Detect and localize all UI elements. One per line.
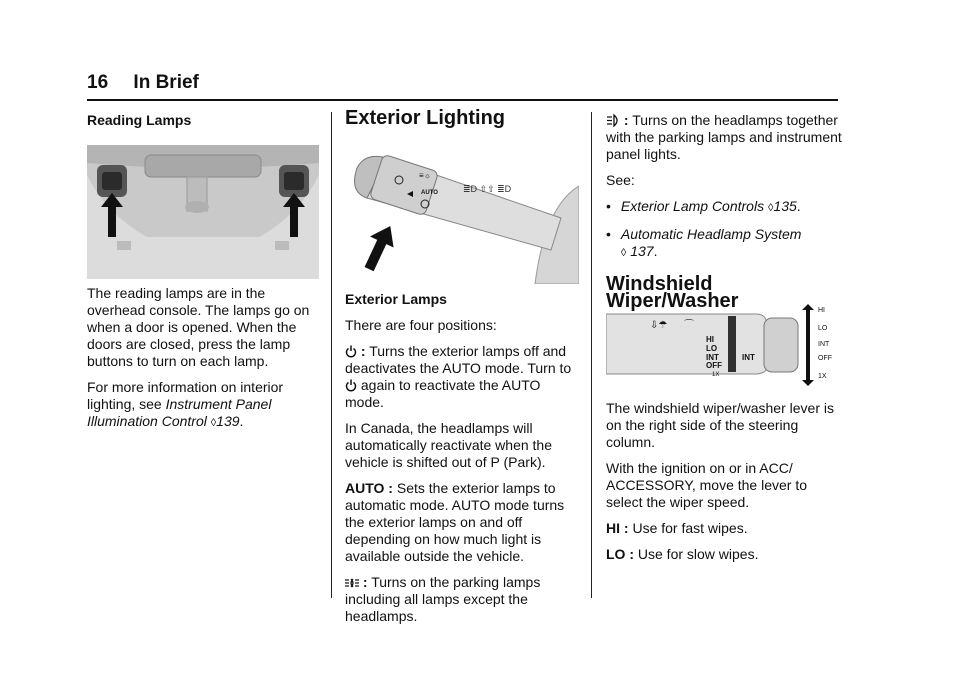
windshield-wiper-heading: Windshield Wiper/Washer bbox=[606, 273, 739, 312]
headlamp-desc: Turns on the headlamps together with the parking lamps and instrument panel lights. bbox=[606, 112, 842, 162]
rear-view-mirror bbox=[145, 155, 261, 177]
automatic-headlamp-system-link[interactable]: Automatic Headlamp System bbox=[620, 226, 802, 242]
ref-marker: ◊ bbox=[210, 417, 217, 429]
period: . bbox=[653, 243, 658, 259]
parking-position-description bbox=[345, 574, 580, 625]
off-position-description bbox=[345, 343, 580, 411]
column-reading-lamps bbox=[87, 112, 319, 138]
off-icon bbox=[345, 345, 357, 358]
lever-beam-icons: ≣D ⇧⇧ ≣D bbox=[463, 184, 512, 194]
list-item bbox=[606, 198, 842, 217]
column-headlamps-wiper bbox=[606, 112, 842, 310]
pos-lo: LO bbox=[818, 325, 828, 332]
lever-hi: HI bbox=[706, 335, 714, 344]
column-divider-2 bbox=[591, 112, 592, 598]
list-item bbox=[606, 226, 842, 262]
page-number: 16 bbox=[87, 72, 109, 93]
lever-1x: 1X bbox=[712, 372, 720, 378]
page-ref-139[interactable]: 139 bbox=[216, 413, 240, 429]
list-item-text bbox=[621, 198, 801, 217]
mirror-base bbox=[185, 201, 209, 213]
reading-lamps-heading: Reading Lamps bbox=[87, 112, 192, 128]
column-divider-1 bbox=[331, 112, 332, 598]
exterior-lighting-heading: Exterior Lighting bbox=[345, 107, 505, 129]
page-ref-137[interactable]: 137 bbox=[630, 243, 654, 259]
ref-marker: ◊ bbox=[767, 202, 774, 214]
washer-icon: ⇩☂ bbox=[650, 320, 668, 331]
pos-1x: 1X bbox=[818, 373, 827, 380]
left-grille bbox=[117, 241, 131, 250]
wiper-speed-instruction: With the ignition on or in ACC/ ACCESSORY, move the lever to select the wiper speed. bbox=[606, 460, 808, 510]
auto-desc: Sets the exterior lamps to automatic mode. AUTO mode turns the exterior lamps on and off depending on how much light is available outside the vehicle. bbox=[345, 480, 565, 564]
column-reading-lamps-text bbox=[87, 285, 319, 441]
auto-position-description bbox=[345, 480, 580, 565]
headlamp-icon bbox=[606, 114, 620, 127]
period: . bbox=[796, 198, 801, 214]
lever-lo: LO bbox=[706, 344, 718, 353]
hi-setting-description bbox=[606, 520, 842, 537]
left-lamp-button bbox=[102, 172, 122, 190]
lever-arrow bbox=[357, 220, 401, 274]
lever-auto-label: AUTO bbox=[421, 190, 438, 196]
lo-setting-description bbox=[606, 546, 842, 563]
hi-label: HI : bbox=[606, 520, 629, 536]
lever-int-ring: INT bbox=[742, 353, 755, 362]
exterior-lamp-controls-link[interactable]: Exterior Lamp Controls bbox=[620, 198, 765, 214]
off-desc-b: again to reactivate the AUTO mode. bbox=[345, 377, 541, 410]
more-info-text: For more information on interior lighting, see bbox=[87, 379, 284, 412]
right-lamp-button bbox=[284, 172, 304, 190]
page-ref-135[interactable]: 135 bbox=[773, 198, 797, 214]
off-icon-inline bbox=[345, 379, 357, 392]
ref-marker: ◊ bbox=[620, 247, 627, 259]
lever-parking-icon: ≡☼ bbox=[419, 171, 431, 180]
off-desc-a: Turns the exterior lamps off and deactivates the AUTO mode. Turn to bbox=[345, 343, 572, 376]
column-wiper-text bbox=[606, 400, 842, 572]
right-grille bbox=[275, 241, 289, 250]
wiper-direction-arrow bbox=[802, 304, 814, 386]
lo-label: LO : bbox=[606, 546, 634, 562]
bullet: • bbox=[606, 226, 611, 242]
wiper-location-description: The windshield wiper/washer lever is on the right side of the steering column. bbox=[606, 400, 834, 450]
headlamp-position-description bbox=[606, 112, 842, 163]
page-header bbox=[87, 72, 199, 94]
off-colon: : bbox=[360, 343, 366, 359]
exterior-lamp-lever-figure bbox=[345, 146, 579, 284]
wiper-lever-figure bbox=[606, 298, 838, 390]
list-item-text bbox=[621, 226, 802, 262]
reading-lamps-description: The reading lamps are in the overhead console. The lamps go on when a door is opened. When the doors are closed, press the lamp buttons to turn on each lamp. bbox=[87, 285, 310, 369]
wiper-lever-tip bbox=[764, 318, 798, 372]
bullet: • bbox=[606, 198, 611, 214]
page-title: In Brief bbox=[133, 72, 199, 93]
parking-colon: : bbox=[362, 574, 368, 590]
parking-desc: Turns on the parking lamps including all lamps except the headlamps. bbox=[345, 574, 541, 624]
reading-lamps-figure bbox=[87, 145, 319, 279]
header-rule bbox=[87, 99, 838, 101]
column-exterior-lighting bbox=[345, 107, 580, 129]
column-exterior-lamps-text bbox=[345, 291, 580, 634]
lever-off: OFF bbox=[706, 361, 722, 370]
wiper-lever-stripe bbox=[728, 316, 736, 372]
lo-desc: Use for slow wipes. bbox=[637, 546, 759, 562]
pos-off: OFF bbox=[818, 355, 832, 362]
reading-lamps-more-info bbox=[87, 379, 319, 432]
see-label: See: bbox=[606, 172, 635, 188]
four-positions-intro: There are four positions: bbox=[345, 317, 497, 333]
wiper-icon: ⌒ bbox=[684, 320, 694, 331]
exterior-lamps-subheading: Exterior Lamps bbox=[345, 291, 447, 307]
instrument-panel-link[interactable]: Instrument Panel Illumination Control bbox=[87, 396, 272, 429]
period: . bbox=[239, 413, 244, 429]
pos-int: INT bbox=[818, 341, 830, 348]
parking-lamp-icon bbox=[345, 577, 359, 589]
headlamp-colon: : bbox=[623, 112, 629, 128]
canada-note: In Canada, the headlamps will automatically reactivate when the vehicle is shifted out of P (Park). bbox=[345, 420, 552, 470]
pos-hi: HI bbox=[818, 307, 825, 314]
auto-label: AUTO : bbox=[345, 480, 393, 496]
lever-int: INT bbox=[706, 353, 719, 362]
hi-desc: Use for fast wipes. bbox=[632, 520, 748, 536]
